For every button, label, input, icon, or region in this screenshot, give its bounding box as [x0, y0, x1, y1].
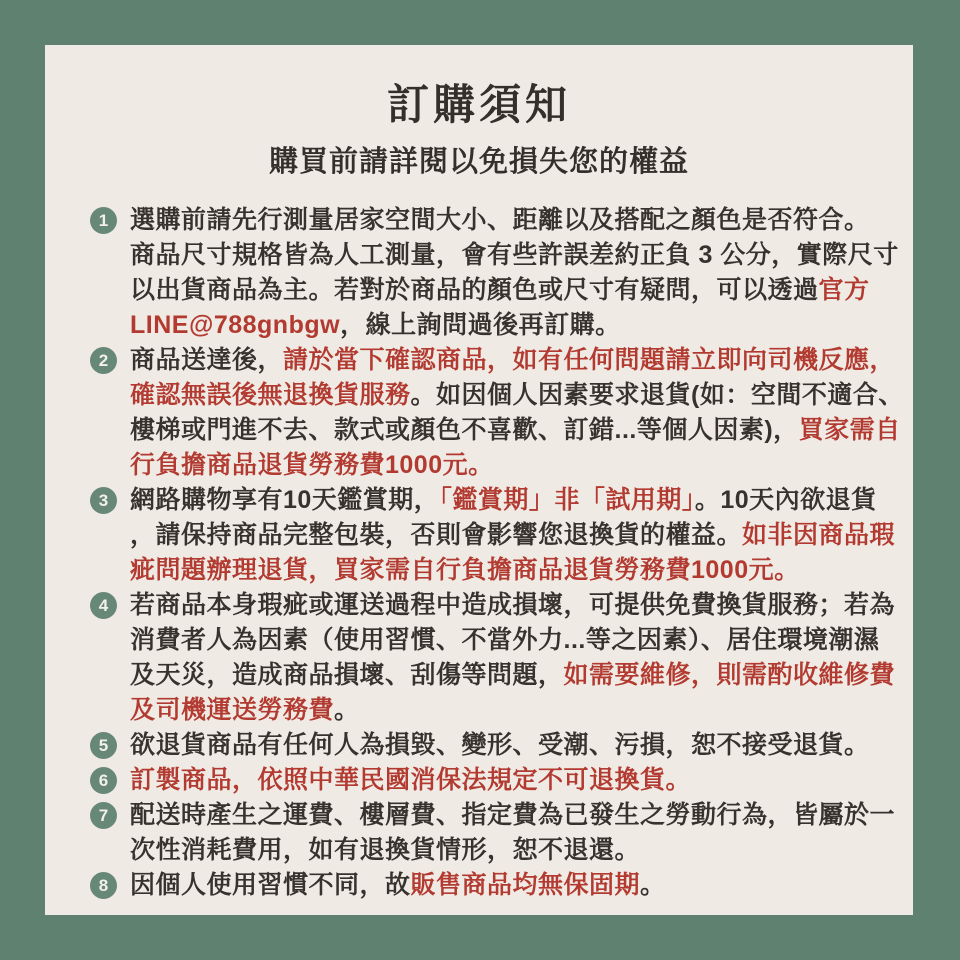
- list-item: [90, 483, 896, 588]
- body-text: 樓梯或門進不去、款式或顏色不喜歡、訂錯...等個人因素)，: [130, 416, 799, 445]
- emphasis-text: 買家需自: [798, 416, 901, 445]
- text-line: [130, 693, 880, 728]
- list-item: [90, 728, 880, 763]
- item-text: [130, 203, 899, 343]
- text-line: [130, 833, 880, 868]
- text-line: [130, 308, 880, 343]
- emphasis-text: 「鑑賞期」非「試用期」: [439, 486, 695, 515]
- item-text: [130, 763, 880, 798]
- body-text: 配送時產生之運費、樓層費、指定費為已發生之勞動行為，皆屬於一: [130, 801, 896, 830]
- text-line: [130, 868, 880, 903]
- text-line: [130, 728, 880, 763]
- body-text: 及天災，造成商品損壞、刮傷等問題，: [130, 661, 564, 690]
- notice-list: [90, 203, 904, 903]
- text-line: [130, 798, 896, 833]
- emphasis-text: 行負擔商品退貨勞務費1000元。: [130, 451, 494, 480]
- emphasis-text: 及司機運送勞務費: [130, 696, 335, 725]
- body-text: ，請保持商品完整包裝，否則會影響您退換貨的權益。: [130, 521, 743, 550]
- item-number-badge: 4: [90, 592, 117, 619]
- list-item: [90, 203, 899, 343]
- item-number-badge: 3: [90, 487, 117, 514]
- text-line: [130, 658, 896, 693]
- body-text: 選購前請先行測量居家空間大小、距離以及搭配之顏色是否符合。: [130, 206, 870, 235]
- list-item: [90, 763, 880, 798]
- text-line: [130, 343, 896, 378]
- text-line: [130, 518, 896, 553]
- emphasis-text: 確認無誤後無退換貨服務: [130, 381, 411, 410]
- text-line: [130, 448, 880, 483]
- text-line: [130, 203, 880, 238]
- body-text: 因個人使用習慣不同，故: [130, 871, 411, 900]
- item-number-badge: 2: [90, 347, 117, 374]
- emphasis-text: LINE@788gnbgw: [130, 311, 341, 340]
- body-text: 次性消耗費用，如有退換貨情形，恕不退還。: [130, 836, 641, 865]
- emphasis-text: 如非因商品瑕: [742, 521, 896, 550]
- list-item: [90, 588, 896, 728]
- body-text: 商品尺寸規格皆為人工測量，會有些許誤差約正負 3 公分，實際尺寸: [130, 241, 899, 270]
- text-line: [130, 273, 880, 308]
- text-line: [130, 763, 880, 798]
- body-text: 。10天內欲退貨: [694, 486, 877, 515]
- body-text: 。: [334, 696, 360, 725]
- emphasis-text: 請於當下確認商品，如有任何問題請立即向司機反應，: [283, 346, 896, 375]
- text-line: [130, 553, 880, 588]
- text-line: [130, 378, 904, 413]
- notice-card: [45, 45, 913, 915]
- item-number-badge: 8: [90, 872, 117, 899]
- page-subtitle: 購買前請詳閱以免損失您的權益: [268, 146, 689, 179]
- body-text: 。如因個人因素要求退貨(如：空間不適合、: [410, 381, 904, 410]
- emphasis-text: 疵問題辦理退貨，買家需自行負擔商品退貨勞務費1000元。: [130, 556, 800, 585]
- text-line: [130, 413, 901, 448]
- item-number-badge: 7: [90, 802, 117, 829]
- body-text: 若商品本身瑕疵或運送過程中造成損壞，可提供免費換貨服務；若為: [130, 591, 896, 620]
- page-title: 訂購須知: [386, 81, 571, 128]
- text-line: [130, 483, 880, 518]
- body-text: ，線上詢問過後再訂購。: [340, 311, 621, 340]
- text-line: [130, 238, 899, 273]
- item-text: [130, 798, 896, 868]
- emphasis-text: 官方: [818, 276, 870, 305]
- list-item: [90, 343, 904, 483]
- emphasis-text: 販售商品均無保固期: [410, 871, 641, 900]
- item-number-badge: 5: [90, 732, 117, 759]
- body-text: 商品送達後，: [130, 346, 284, 375]
- list-item: [90, 868, 880, 903]
- item-text: [130, 588, 896, 728]
- item-number-badge: 6: [90, 767, 117, 794]
- body-text: 消費者人為因素（使用習慣、不當外力...等之因素）、居住環境潮濕: [130, 626, 880, 655]
- emphasis-text: 如需要維修，則需酌收維修費: [563, 661, 896, 690]
- item-text: [130, 728, 880, 763]
- body-text: 欲退貨商品有任何人為損毀、變形、受潮、污損，恕不接受退貨。: [130, 731, 870, 760]
- item-number-badge: 1: [90, 207, 117, 234]
- text-line: [130, 623, 880, 658]
- item-text: [130, 483, 896, 588]
- item-text: [130, 343, 904, 483]
- body-text: 以出貨商品為主。若對於商品的顏色或尺寸有疑問，可以透過: [130, 276, 819, 305]
- emphasis-text: 訂製商品，依照中華民國消保法規定不可退換貨。: [130, 766, 692, 795]
- body-text: 網路購物享有10天鑑賞期，: [130, 486, 440, 515]
- body-text: 。: [640, 871, 666, 900]
- item-text: [130, 868, 880, 903]
- list-item: [90, 798, 896, 868]
- text-line: [130, 588, 896, 623]
